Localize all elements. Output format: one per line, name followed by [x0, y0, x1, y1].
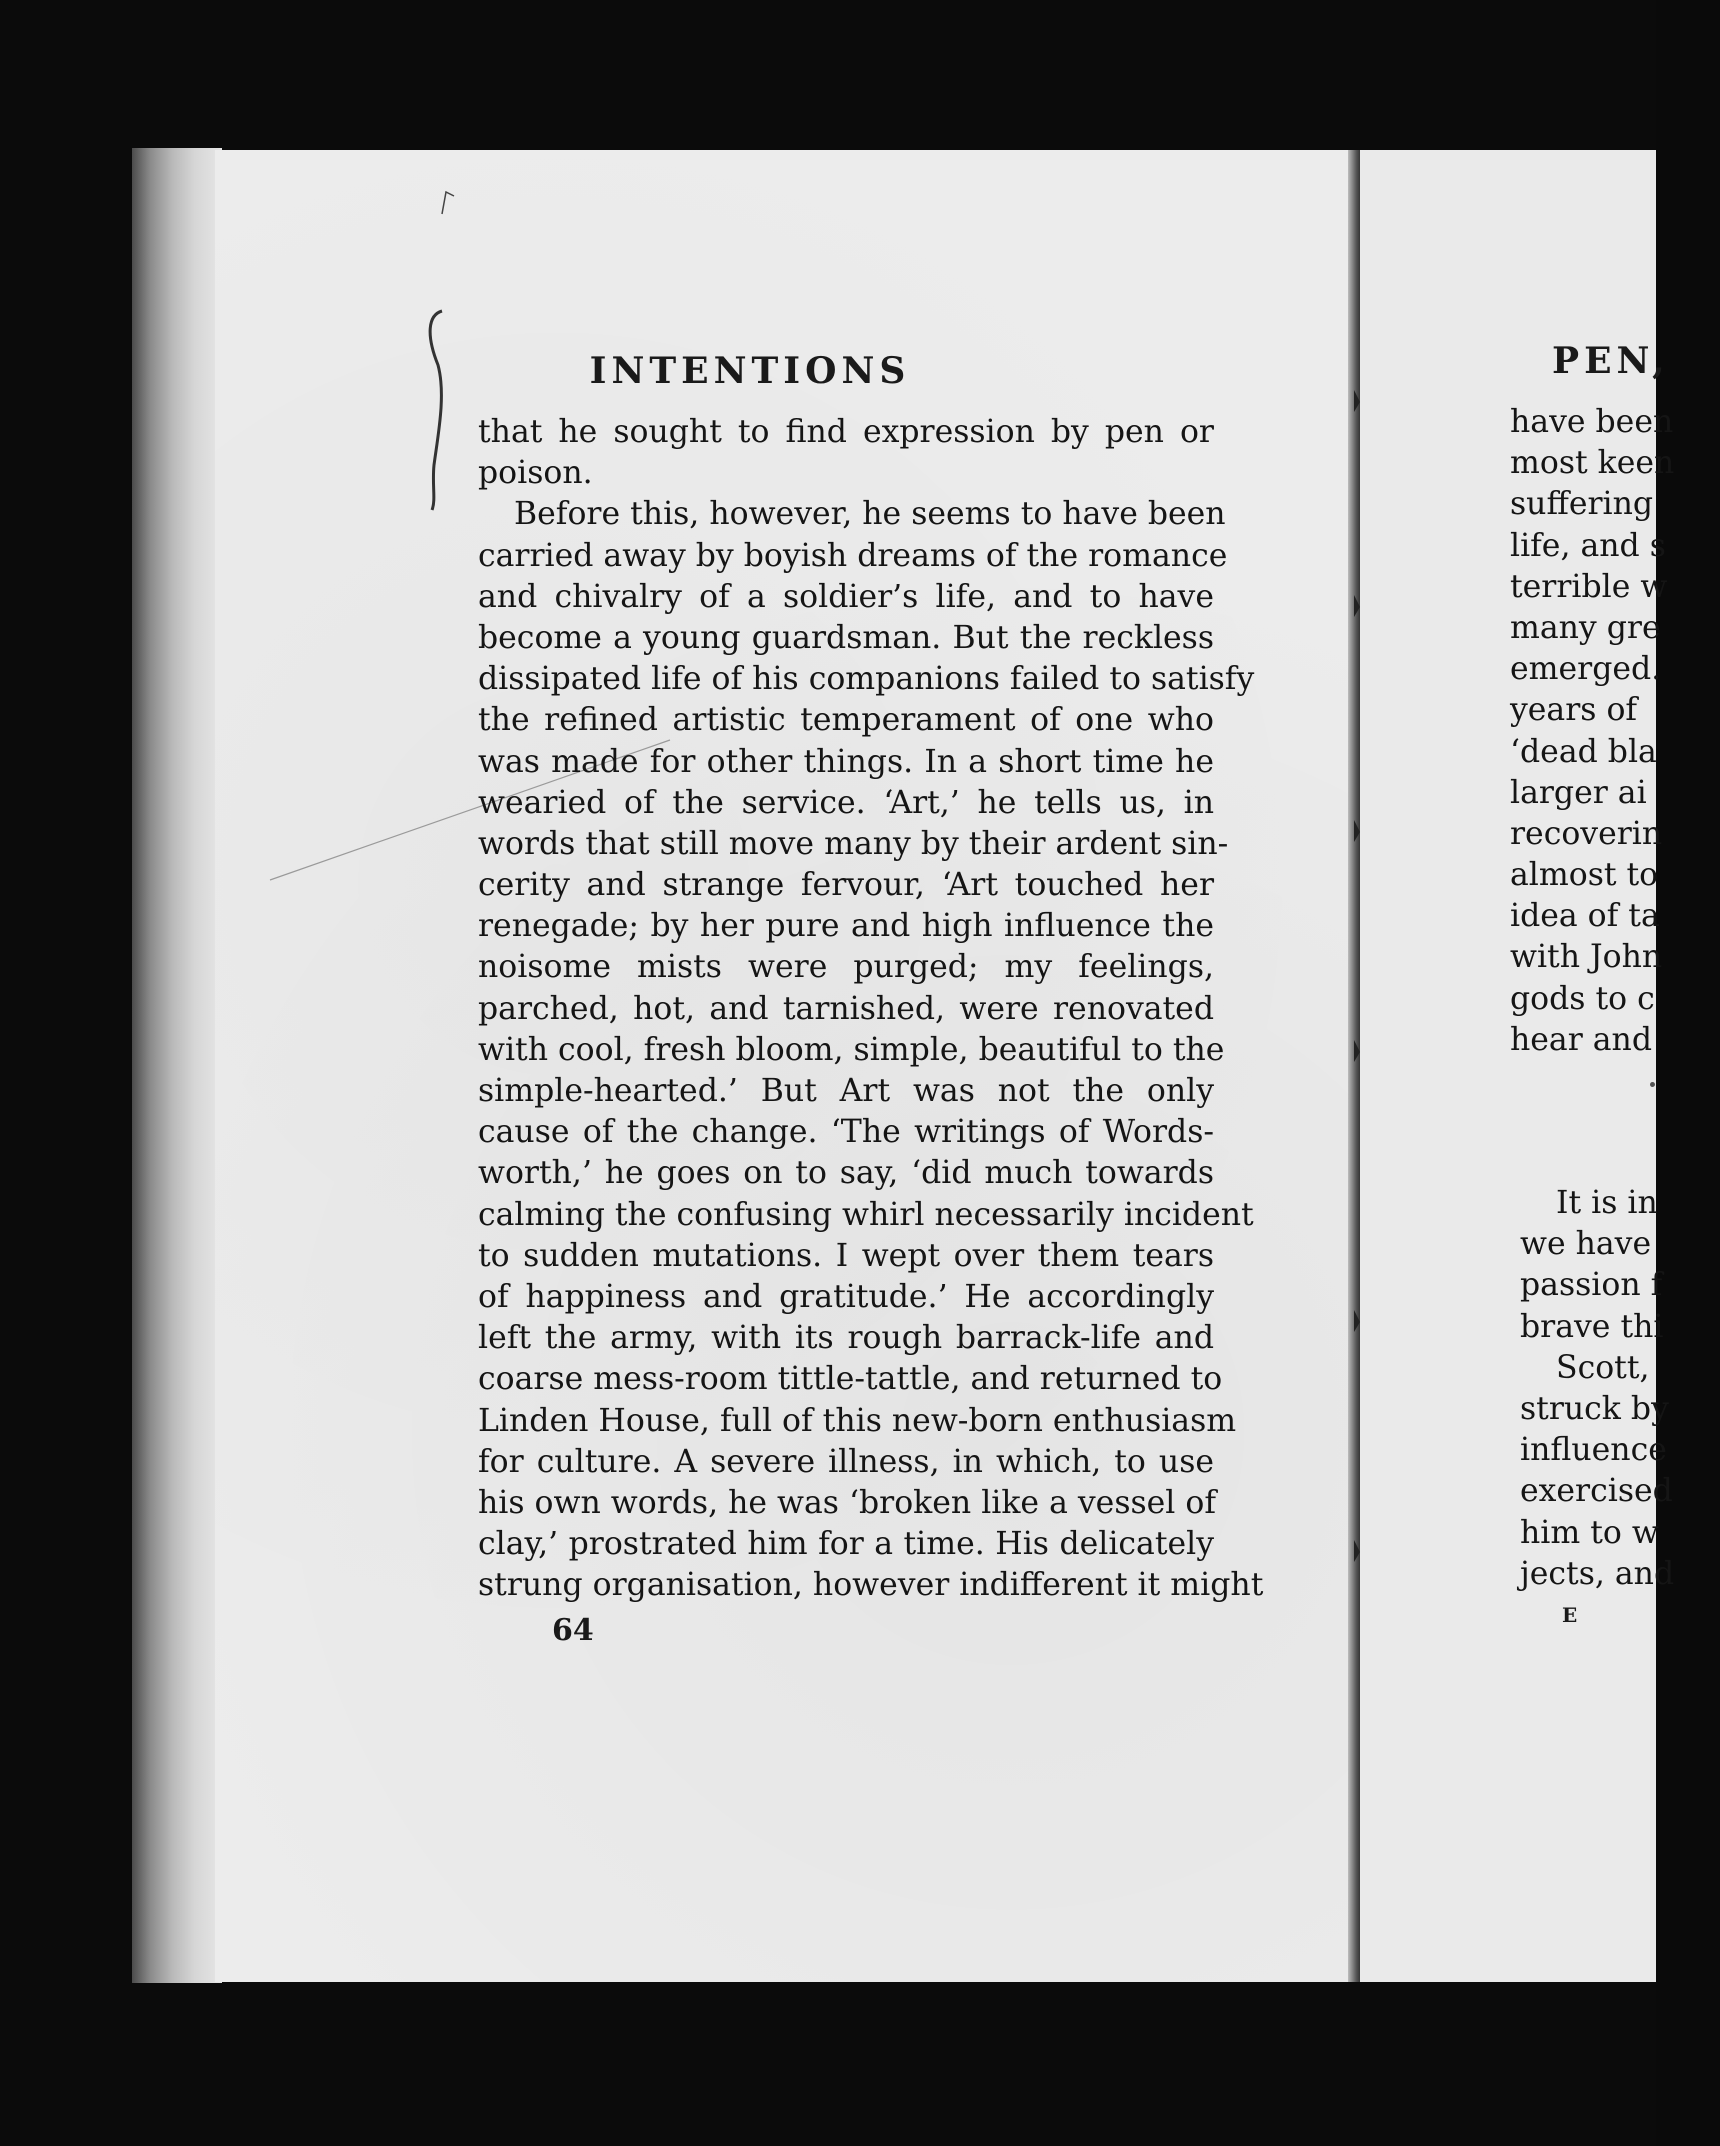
text-line: his own words, he was ‘broken like a vessel of [478, 1484, 1217, 1521]
text-line: renegade; by her pure and high influence the [478, 908, 1214, 945]
page-edges [132, 148, 222, 1983]
right-page-text-upper [1510, 402, 1710, 1061]
text-line: idea of ta [1510, 898, 1660, 935]
text-line: hear and [1510, 1021, 1653, 1058]
text-line: with John [1510, 939, 1663, 976]
text-line: years of [1510, 692, 1638, 729]
text-line: calming the confusing whirl necessarily incident [478, 1196, 1254, 1233]
text-line: suffering [1510, 486, 1654, 523]
text-line: brave thi [1520, 1308, 1664, 1345]
text-line: ‘dead bla [1510, 733, 1657, 770]
text-line: parched, hot, and tarnished, were renovated [478, 990, 1214, 1027]
text-line: influence [1520, 1432, 1667, 1469]
text-line: cerity and strange fervour, ‘Art touched her [478, 867, 1214, 904]
text-line: become a young guardsman. But the reckless [478, 619, 1214, 656]
page-number: 64 [552, 1613, 594, 1648]
text-line: of happiness and gratitude.’ He accordingly [478, 1278, 1214, 1315]
left-page-text [478, 412, 1264, 1606]
text-line: dissipated life of his companions failed to satisfy [478, 661, 1255, 698]
right-page-text-lower [1520, 1183, 1720, 1595]
text-line: Linden House, full of this new-born enthusiasm [478, 1402, 1237, 1439]
text-line: almost to [1510, 857, 1659, 894]
text-line: for culture. A severe illness, in which, to use [478, 1443, 1214, 1480]
text-line: the refined artistic temperament of one who [478, 702, 1214, 739]
section-break-mark [1650, 1082, 1655, 1087]
text-line: him to w [1520, 1514, 1659, 1551]
text-line: cause of the change. ‘The writings of Words- [478, 1114, 1214, 1151]
text-line: worth,’ he goes on to say, ‘did much towards [478, 1155, 1214, 1192]
pencil-bracket-mark [420, 305, 460, 515]
text-line: words that still move many by their ardent sin- [478, 825, 1229, 862]
text-line: jects, and [1520, 1555, 1675, 1592]
text-line: poison. [478, 455, 593, 492]
text-line: coarse mess-room tittle-tattle, and returned to [478, 1361, 1223, 1398]
text-line: most keen [1510, 445, 1675, 482]
text-line: many gre [1510, 609, 1661, 646]
text-line: larger ai [1510, 774, 1647, 811]
pencil-tick-mark [438, 188, 458, 218]
text-line: left the army, with its rough barrack-life and [478, 1320, 1214, 1357]
text-line: Scott, [1556, 1349, 1650, 1386]
text-line: recoverin [1510, 815, 1663, 852]
text-line: and chivalry of a soldier’s life, and to have [478, 578, 1214, 615]
text-line: clay,’ prostrated him for a time. His delicately [478, 1526, 1214, 1563]
text-line: passion f [1520, 1267, 1663, 1304]
text-line: strung organisation, however indifferent it might [478, 1567, 1264, 1604]
text-line: with cool, fresh bloom, simple, beautiful to the [478, 1031, 1225, 1068]
text-line: to sudden mutations. I wept over them tears [478, 1237, 1214, 1274]
right-running-head: PEN, [1552, 340, 1670, 382]
signature-mark: E [1562, 1603, 1578, 1627]
text-line: we have [1520, 1226, 1652, 1263]
text-line: terrible w [1510, 568, 1668, 605]
text-line: simple-hearted.’ But Art was not the only [478, 1073, 1214, 1109]
text-line: carried away by boyish dreams of the romance [478, 537, 1228, 574]
binding-thread-marks [1342, 380, 1366, 1580]
text-line: have been [1510, 404, 1674, 440]
text-line: that he sought to find expression by pen or [478, 414, 1214, 450]
text-line: Before this, however, he seems to have been [514, 496, 1226, 533]
text-line: emerged. [1510, 651, 1662, 688]
running-head: INTENTIONS [589, 350, 911, 392]
text-line: life, and s [1510, 527, 1666, 564]
text-line: wearied of the service. ‘Art,’ he tells us, in [478, 784, 1214, 821]
text-line: It is in [1556, 1185, 1658, 1221]
text-line: exercised [1520, 1473, 1673, 1510]
text-line: noisome mists were purged; my feelings, [478, 949, 1214, 986]
text-line: struck by [1520, 1390, 1669, 1427]
text-line: was made for other things. In a short time he [478, 743, 1214, 780]
text-line: gods to c [1510, 980, 1655, 1017]
